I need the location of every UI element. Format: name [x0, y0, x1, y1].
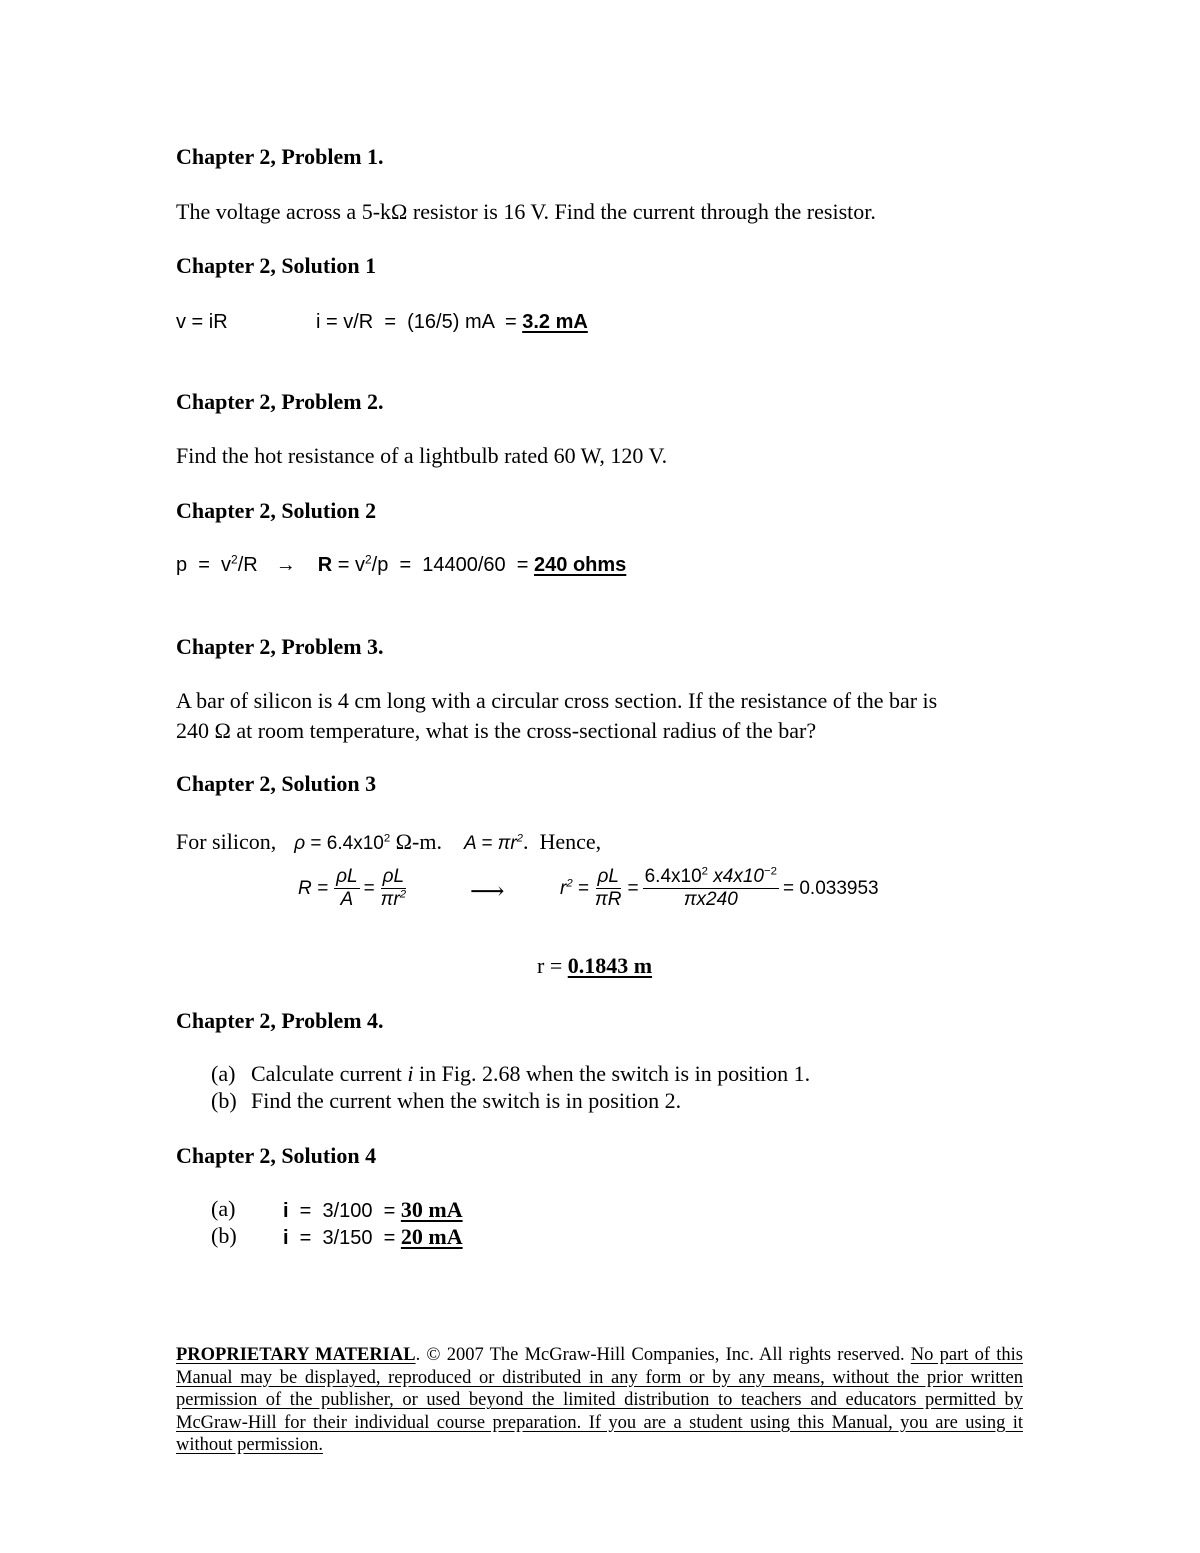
fraction-4-exponent-2: −2 [763, 865, 777, 878]
problem-4a-text-end: in Fig. 2.68 when the switch is in position 1. [413, 1061, 811, 1086]
problem-1-text: The voltage across a 5-kΩ resistor is 16 V. Find the current through the resistor. [176, 199, 876, 224]
solution-3-final [537, 955, 652, 977]
proprietary-footer [176, 1344, 1023, 1457]
solution-4b-equation [283, 1226, 463, 1248]
fraction-4-numerator-b: x4x10 [708, 866, 764, 887]
solution-4a-eq: = 3/100 = [288, 1200, 401, 1222]
solution-2-equals-v: = v [332, 554, 365, 576]
for-silicon-text: For silicon, [176, 829, 277, 854]
r-final-lhs: r = [537, 953, 568, 978]
solution-1-heading: Chapter 2, Solution 1 [176, 253, 377, 278]
fraction-1-denominator: A [340, 888, 354, 910]
solution-4b-label: (b) [211, 1223, 237, 1248]
problem-4b-text: Find the current when the switch is in position 2. [251, 1088, 682, 1113]
solution-1-answer: 3.2 mA [522, 311, 588, 333]
footer-notice: No part of this Manual may be displayed, reproduced or distributed in any form or by any means, without the prior written permission of the publisher, or used beyond the limited distribution to teachers and educators permitted by McGraw-Hill for their individual course preparation. If you are a student using this Manual, you are using it without permission. [176, 1345, 1023, 1456]
equals-sign-2: = [627, 877, 639, 899]
solution-2-superscript: 2 [231, 552, 238, 567]
solution-2-answer: 240 ohms [534, 554, 627, 576]
problem-4b-label: (b) [211, 1088, 237, 1113]
problem-2-text: Find the hot resistance of a lightbulb rated 60 W, 120 V. [176, 443, 668, 468]
area-exponent: 2 [516, 832, 523, 845]
fraction-numeric [643, 866, 779, 911]
solution-4b-answer: 20 mA [400, 1224, 463, 1249]
fraction-3-denominator: πR [595, 888, 622, 910]
problem-3-heading: Chapter 2, Problem 3. [176, 634, 384, 659]
solution-4a-equation [283, 1199, 463, 1221]
rho-symbol: ρ [294, 833, 306, 854]
solution-2-r: R [317, 554, 333, 576]
fraction-2-exponent: 2 [399, 888, 407, 901]
r2-equals: = [572, 877, 590, 899]
solution-3-heading: Chapter 2, Solution 3 [176, 771, 377, 796]
solution-4a-i: i [283, 1200, 289, 1222]
problem-4a-text-start: Calculate current [251, 1061, 408, 1086]
solution-2-p-equation: p = v [176, 554, 232, 576]
area-equation: A = πr [463, 833, 517, 854]
solution-3-given [176, 831, 601, 853]
solution-3-radius-formula [560, 866, 879, 911]
problem-2-heading: Chapter 2, Problem 2. [176, 389, 384, 414]
solution-2-over-r: /R [237, 554, 258, 576]
solution-2-over-p: /p = 14400/60 = [371, 554, 535, 576]
problem-1-heading: Chapter 2, Problem 1. [176, 144, 384, 169]
solution-4-heading: Chapter 2, Solution 4 [176, 1143, 377, 1168]
fraction-4-numerator-a: 6.4x10 [644, 866, 702, 887]
implies-arrow: → [275, 554, 296, 576]
hence-text: . Hence, [523, 829, 602, 854]
solution-3-result: = 0.033953 [782, 877, 879, 899]
problem-4a-text [251, 1063, 810, 1085]
fraction-4-denominator: πx240 [683, 888, 738, 910]
fraction-2-denominator: πr [380, 888, 400, 910]
problem-4-heading: Chapter 2, Problem 4. [176, 1008, 384, 1033]
problem-3-line-1: A bar of silicon is 4 cm long with a circular cross section. If the resistance of the bar is [176, 688, 938, 713]
long-arrow-icon: ⟶ [470, 879, 505, 905]
footer-label: PROPRIETARY MATERIAL [176, 1345, 416, 1365]
rho-exponent: 2 [383, 832, 391, 845]
solution-1-equation-text: i = v/R = (16/5) mA = [316, 311, 523, 333]
solution-4b-eq: = 3/150 = [288, 1227, 401, 1249]
rho-value: = 6.4x10 [305, 833, 384, 854]
problem-4a-label: (a) [211, 1061, 236, 1086]
solution-1-equation-v: v = iR [176, 311, 228, 333]
current-symbol: i [407, 1061, 414, 1086]
r2-lhs: r [560, 877, 567, 899]
fraction-rhoL-over-pi-r2 [379, 866, 408, 911]
r-lhs: R = [298, 877, 329, 899]
solution-4a-answer: 30 mA [400, 1197, 463, 1222]
solution-3-resistance-formula [298, 866, 408, 911]
solution-3-answer: 0.1843 m [567, 953, 653, 978]
fraction-rhoL-over-A [334, 866, 359, 911]
r2-exponent: 2 [566, 877, 573, 890]
fraction-4-exponent-1: 2 [701, 865, 708, 878]
fraction-1-numerator: ρL [336, 866, 358, 887]
footer-copyright: . © 2007 The McGraw-Hill Companies, Inc. All rights reserved. [415, 1345, 911, 1365]
solution-2-heading: Chapter 2, Solution 2 [176, 498, 377, 523]
solution-4a-label: (a) [211, 1196, 236, 1221]
fraction-2-numerator: ρL [382, 866, 405, 887]
solution-2-equation [176, 552, 627, 576]
solution-1-equation-i [316, 312, 588, 332]
solution-4b-i: i [283, 1227, 289, 1249]
rho-unit: Ω-m. [390, 829, 442, 854]
fraction-rhoL-over-pi-R [593, 866, 623, 911]
solution-2-superscript-2: 2 [364, 552, 372, 567]
problem-3-line-2: 240 Ω at room temperature, what is the cross-sectional radius of the bar? [176, 718, 817, 743]
fraction-3-numerator: ρL [597, 866, 619, 887]
equals-sign: = [363, 877, 375, 899]
